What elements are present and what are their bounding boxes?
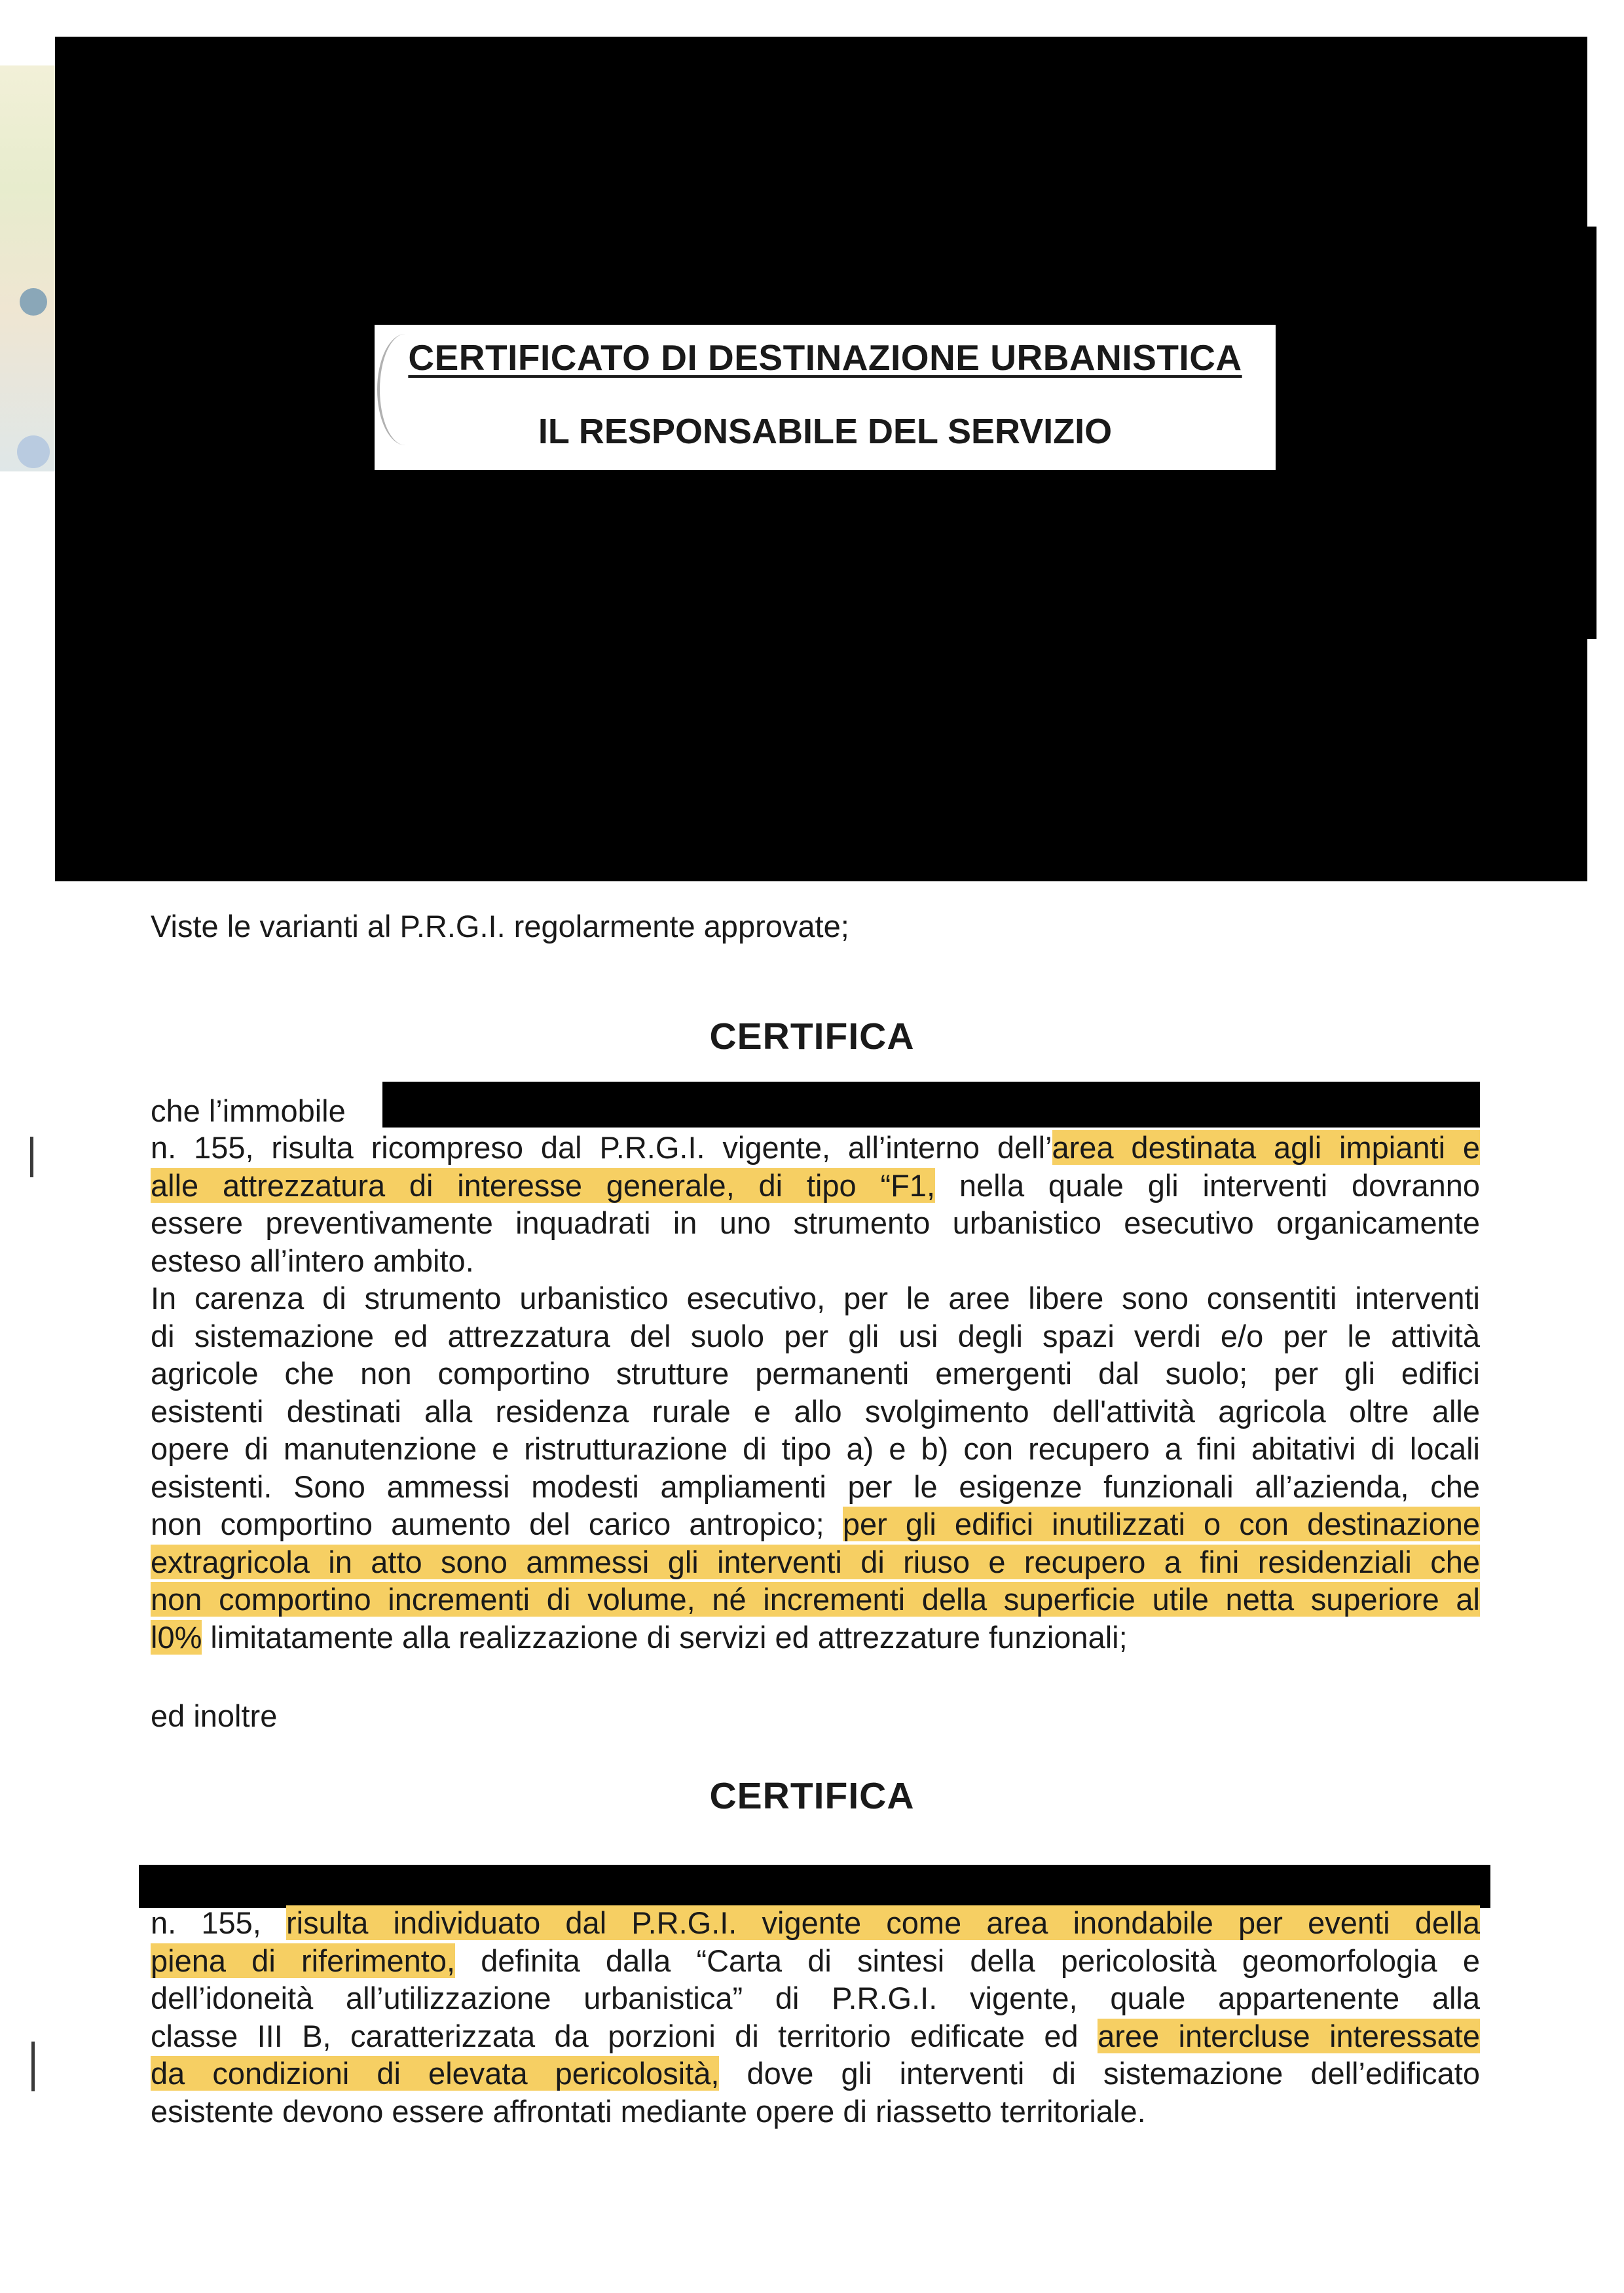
zoning-paragraph [151, 1129, 1480, 1279]
redaction-block-edge [1572, 227, 1596, 639]
text-line: da condizioni di elevata pericolosità, dove gli interventi di sistemazione dell’edificato [151, 2056, 1480, 2091]
text-line: esistente devono essere affrontati mediante opere di riassetto territoriale. [151, 2093, 1146, 2129]
text-line: di sistemazione ed attrezzatura del suolo per gli usi degli spazi verdi e/o per le attività [151, 1318, 1480, 1353]
document-header [375, 325, 1276, 470]
redaction-property-id [382, 1082, 1480, 1128]
highlighted-text: alle attrezzatura di interesse generale, di tipo “F1, [151, 1167, 936, 1203]
highlighted-text: aree intercluse interessate [1098, 2018, 1481, 2053]
stamp-seal-icon [20, 288, 47, 316]
intro-statement: Viste le varianti al P.R.G.I. regolarmente approvate; [151, 909, 849, 944]
text-line: opere di manutenzione e ristrutturazione di tipo a) e b) con recupero a fini abitativi di locali [151, 1431, 1480, 1466]
document-subtitle: IL RESPONSABILE DEL SERVIZIO [538, 412, 1113, 451]
highlighted-text: da condizioni di elevata pericolosità, [151, 2056, 720, 2091]
text-line: agricole che non comportino strutture permanenti emergenti dal suolo; per gli edifici [151, 1356, 1480, 1391]
text-line: alle attrezzatura di interesse generale, di tipo “F1, nella quale gli interventi dovranno [151, 1167, 1481, 1203]
stamp-seal-icon [17, 435, 50, 468]
highlighted-text: extragricola in atto sono ammessi gli interventi di riuso e recupero a fini residenziali che [151, 1544, 1480, 1579]
highlighted-text: non comportino incrementi di volume, né incrementi della superficie utile netta superiore al [151, 1582, 1480, 1617]
revenue-stamp-strip [0, 65, 58, 471]
text-line: n. 155, risulta individuato dal P.R.G.I. vigente come area inondabile per eventi della [151, 1905, 1480, 1940]
margin-mark [31, 2042, 35, 2091]
text-line: dell’idoneità all’utilizzazione urbanistica” di P.R.G.I. vigente, quale appartenente alla [151, 1981, 1480, 2015]
hazard-paragraph [151, 1904, 1480, 2130]
text-line: essere preventivamente inquadrati in uno strumento urbanistico esecutivo organicamente [151, 1205, 1480, 1240]
highlighted-text: l0% [151, 1619, 202, 1655]
text-line [151, 1581, 1480, 1619]
highlighted-text: per gli edifici inutilizzati o con destinazione [842, 1507, 1480, 1541]
highlighted-text: piena di riferimento, [151, 1943, 456, 1978]
text-line: non comportino aumento del carico antropico; per gli edifici inutilizzati o con destinazione [151, 1507, 1480, 1541]
highlighted-text: risulta individuato dal P.R.G.I. vigente come area inondabile per eventi della [286, 1905, 1480, 1940]
text-line: n. 155, risulta ricompreso dal P.R.G.I. vigente, all’interno dell’area destinata agli impianti e [151, 1130, 1481, 1165]
text-line [151, 1543, 1480, 1581]
text-line: l0% limitatamente alla realizzazione di servizi ed attrezzature funzionali; [151, 1619, 1128, 1655]
highlighted-text: area destinata agli impianti e [1052, 1130, 1481, 1165]
property-lead-text: che l’immobile [151, 1093, 346, 1128]
text-line: esteso all’intero ambito. [151, 1243, 474, 1278]
document-title: CERTIFICATO DI DESTINAZIONE URBANISTICA [408, 337, 1242, 378]
text-line: piena di riferimento, definita dalla “Carta di sintesi della pericolosità geomorfologia e [151, 1943, 1480, 1978]
margin-mark [30, 1137, 33, 1177]
certifica-heading: CERTIFICA [709, 1016, 915, 1057]
text-line: In carenza di strumento urbanistico esecutivo, per le aree libere sono consentiti interventi [151, 1281, 1480, 1315]
redaction-property-id [139, 1865, 1490, 1908]
text-line: classe III B, caratterizzata da porzioni di territorio edificate ed aree intercluse interessate [151, 2018, 1481, 2053]
regulations-paragraph [151, 1279, 1480, 1656]
text-line: esistenti destinati alla residenza rurale e allo svolgimento dell'attività agricola oltre alle [151, 1393, 1480, 1429]
connector-text: ed inoltre [151, 1698, 278, 1733]
certifica-heading: CERTIFICA [709, 1775, 915, 1817]
text-line: esistenti. Sono ammessi modesti ampliamenti per le esigenze funzionali all’azienda, che [151, 1469, 1480, 1504]
